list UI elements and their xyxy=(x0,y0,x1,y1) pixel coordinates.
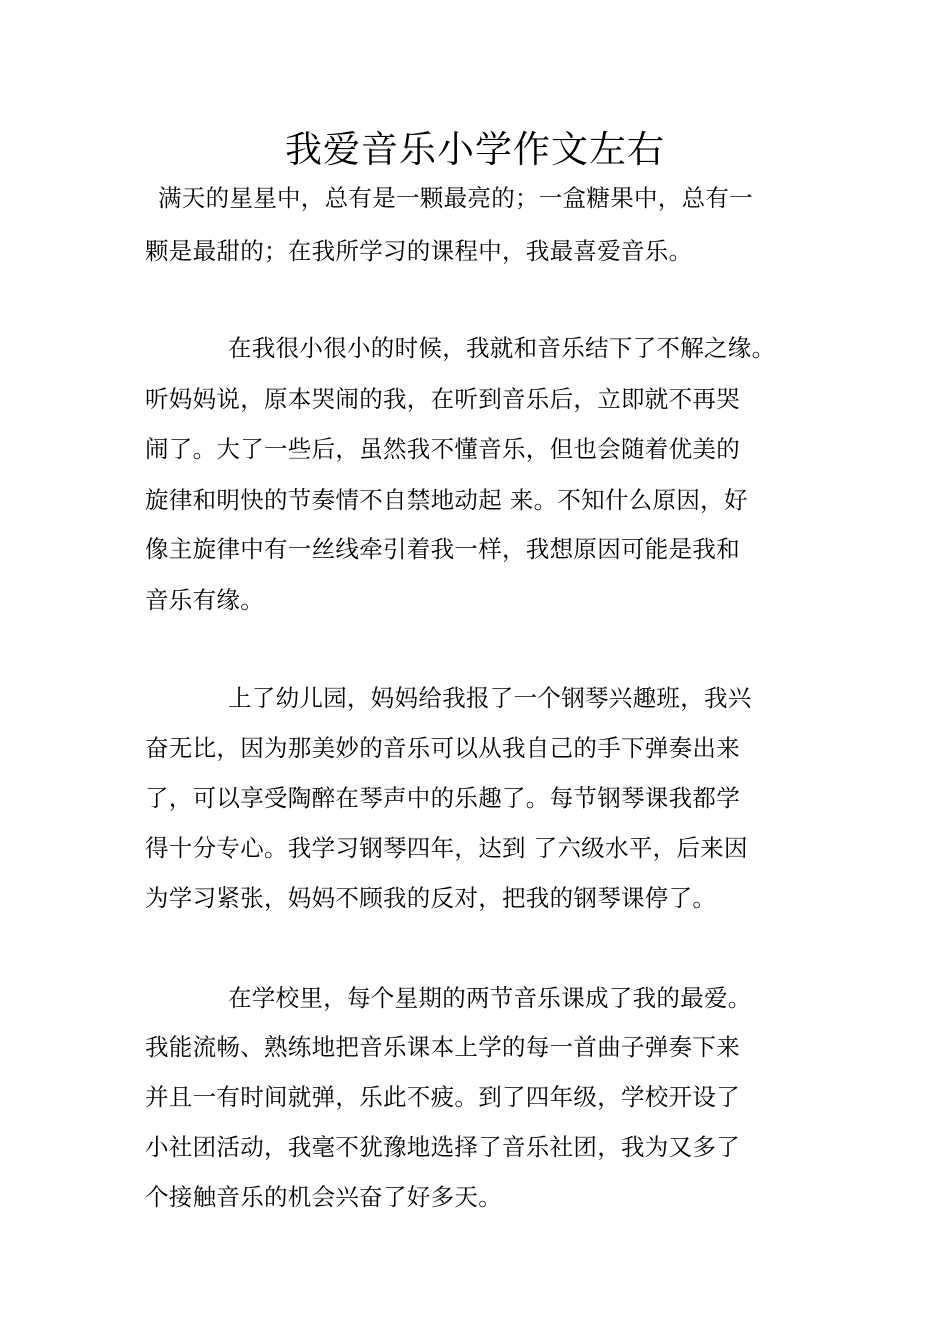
paragraph-1-line-2: 颗是最甜的；在我所学习的课程中，我最喜爱音乐。 xyxy=(145,237,693,265)
paragraph-3-line-3: 了，可以享受陶醉在琴声中的乐趣了。每节钢琴课我都学 xyxy=(145,784,740,812)
paragraph-2-line-4: 旋律和明快的节奏情不自禁地动起 来。不知什么原因，好 xyxy=(145,486,748,514)
paragraph-2-line-6: 音乐有缘。 xyxy=(145,586,264,614)
paragraph-4-line-1: 在学校里，每个星期的两节音乐课成了我的最爱。 xyxy=(228,984,752,1012)
paragraph-1-line-1: 满天的星星中，总有是一颗最亮的；一盒糖果中，总有一 xyxy=(158,184,753,212)
paragraph-2-line-3: 闹了。大了一些后，虽然我不懂音乐，但也会随着优美的 xyxy=(145,435,740,463)
paragraph-4-line-2: 我能流畅、熟练地把音乐课本上学的每一首曲子弹奏下来 xyxy=(145,1033,740,1061)
paragraph-2-line-2: 听妈妈说，原本哭闹的我，在听到音乐后，立即就不再哭 xyxy=(145,385,740,413)
paragraph-3-line-1: 上了幼儿园，妈妈给我报了一个钢琴兴趣班，我兴 xyxy=(228,684,752,712)
paragraph-2-line-5: 像主旋律中有一丝线牵引着我一样，我想原因可能是我和 xyxy=(145,535,740,563)
paragraph-4-line-5: 个接触音乐的机会兴奋了好多天。 xyxy=(145,1183,502,1211)
paragraph-3-line-4: 得十分专心。我学习钢琴四年，达到 了六级水平，后来因 xyxy=(145,834,748,862)
paragraph-3-line-5: 为学习紧张，妈妈不顾我的反对，把我的钢琴课停了。 xyxy=(145,884,717,912)
paragraph-2-line-1: 在我很小很小的时候，我就和音乐结下了不解之缘。 xyxy=(228,334,776,362)
paragraph-3-line-2: 奋无比，因为那美妙的音乐可以从我自己的手下弹奏出来 xyxy=(145,734,740,762)
paragraph-4-line-3: 并且一有时间就弹，乐此不疲。到了四年级，学校开设了 xyxy=(145,1083,740,1111)
document-title: 我爱音乐小学作文左右 xyxy=(285,128,665,171)
paragraph-4-line-4: 小社团活动，我毫不犹豫地选择了音乐社团，我为又多了 xyxy=(145,1133,740,1161)
